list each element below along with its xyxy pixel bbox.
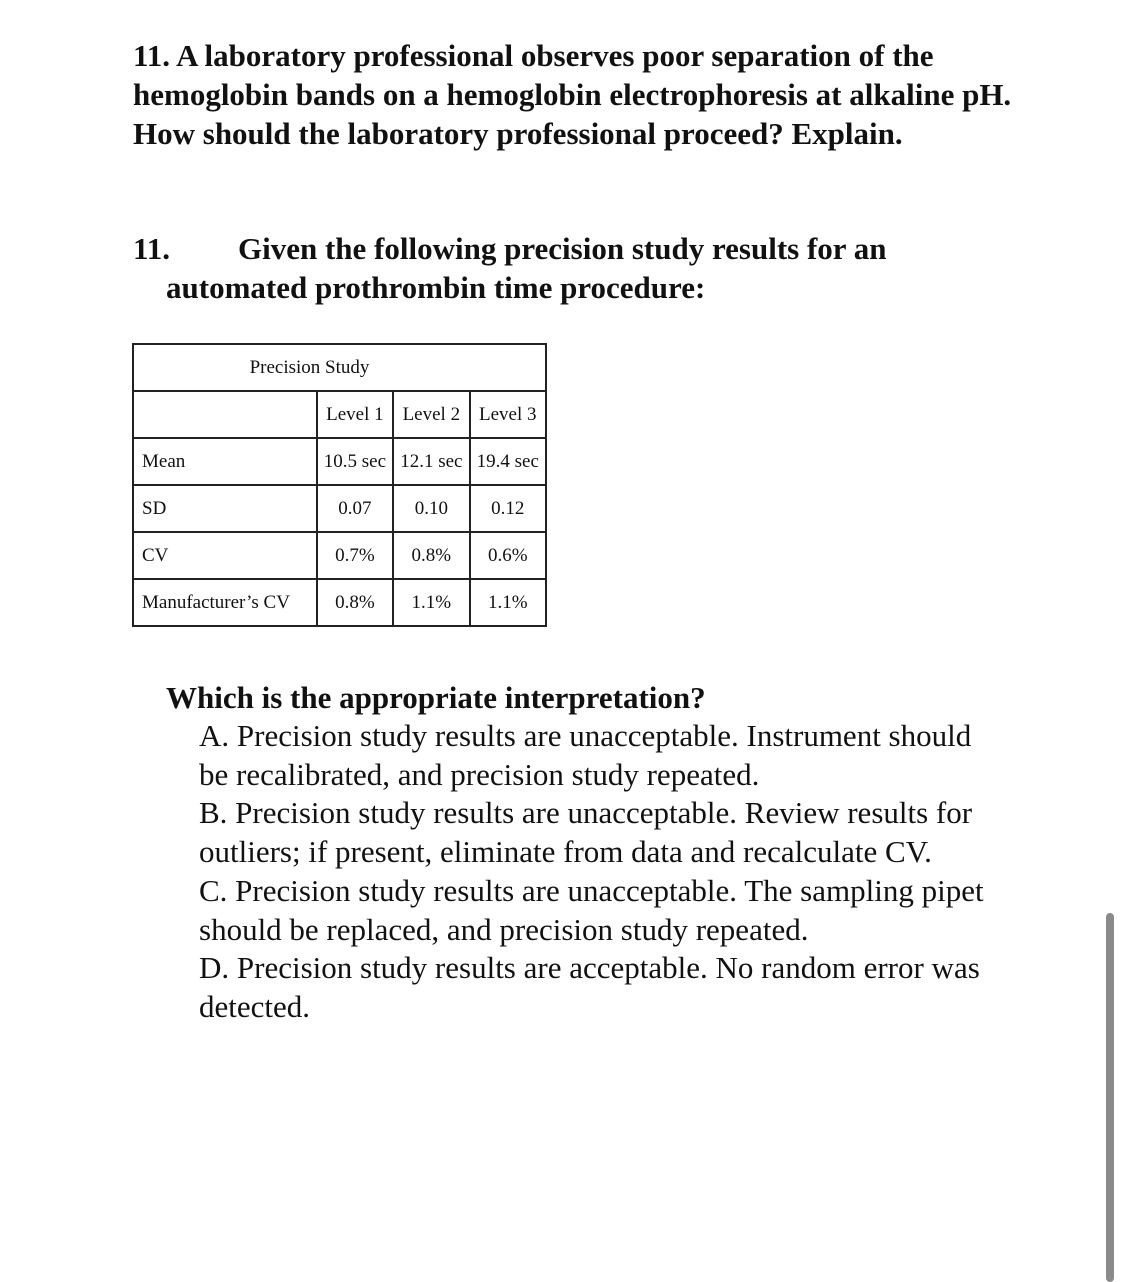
- cell-mean-level-1: 10.5 sec: [317, 438, 393, 485]
- answer-option-d: D. Precision study results are acceptable. No random error was detected.: [199, 950, 980, 1024]
- question-2-line-1: Given the following precision study results for an: [238, 231, 887, 266]
- cell-mean-level-3: 19.4 sec: [470, 438, 546, 485]
- question-2-line-2: automated prothrombin time procedure:: [166, 270, 706, 305]
- table-title: Precision Study: [133, 344, 546, 391]
- cell-manufacturer-cv-level-2: 1.1%: [393, 579, 469, 626]
- row-label-sd: SD: [133, 485, 317, 532]
- table-header-row: [133, 391, 546, 438]
- column-header-level-3: Level 3: [470, 391, 546, 438]
- row-label-cv: CV: [133, 532, 317, 579]
- answer-option-c: C. Precision study results are unacceptable. The sampling pipet should be replaced, and precision study repeated.: [199, 872, 984, 947]
- table-row-mean: [133, 438, 546, 485]
- table-title-row: [133, 344, 546, 391]
- answer-option-a: A. Precision study results are unacceptable. Instrument should be recalibrated, and precision study repeated.: [199, 718, 972, 792]
- cell-cv-level-2: 0.8%: [393, 532, 469, 579]
- cell-sd-level-1: 0.07: [317, 485, 393, 532]
- cell-cv-level-3: 0.6%: [470, 532, 546, 579]
- interpretation-heading: Which is the appropriate interpretation?: [166, 680, 706, 715]
- table-row-sd: [133, 485, 546, 532]
- cell-manufacturer-cv-level-3: 1.1%: [470, 579, 546, 626]
- cell-sd-level-3: 0.12: [470, 485, 546, 532]
- question-2-number: 11.: [133, 231, 171, 266]
- vertical-scrollbar[interactable]: [1106, 913, 1114, 1282]
- column-header-level-2: Level 2: [393, 391, 469, 438]
- cell-cv-level-1: 0.7%: [317, 532, 393, 579]
- cell-mean-level-2: 12.1 sec: [393, 438, 469, 485]
- precision-study-table: [132, 343, 547, 627]
- answer-options: [166, 717, 1006, 1027]
- cell-sd-level-2: 0.10: [393, 485, 469, 532]
- column-header-level-1: Level 1: [317, 391, 393, 438]
- table-row-manufacturer-cv: [133, 579, 546, 626]
- row-label-mean: Mean: [133, 438, 317, 485]
- table-header-blank: [133, 391, 317, 438]
- question-1-text: 11. A laboratory professional observes poor separation of the hemoglobin bands on a hemoglobin electrophoresis at alkaline pH. How should the laboratory professional proceed? Explain.: [133, 38, 1012, 151]
- cell-manufacturer-cv-level-1: 0.8%: [317, 579, 393, 626]
- table-row-cv: [133, 532, 546, 579]
- answer-option-b: B. Precision study results are unacceptable. Review results for outliers; if present, eliminate from data and recalculate CV.: [199, 795, 973, 870]
- question-2: [133, 229, 1033, 307]
- row-label-manufacturer-cv: Manufacturer’s CV: [133, 579, 317, 626]
- interpretation-section: [166, 678, 1006, 1027]
